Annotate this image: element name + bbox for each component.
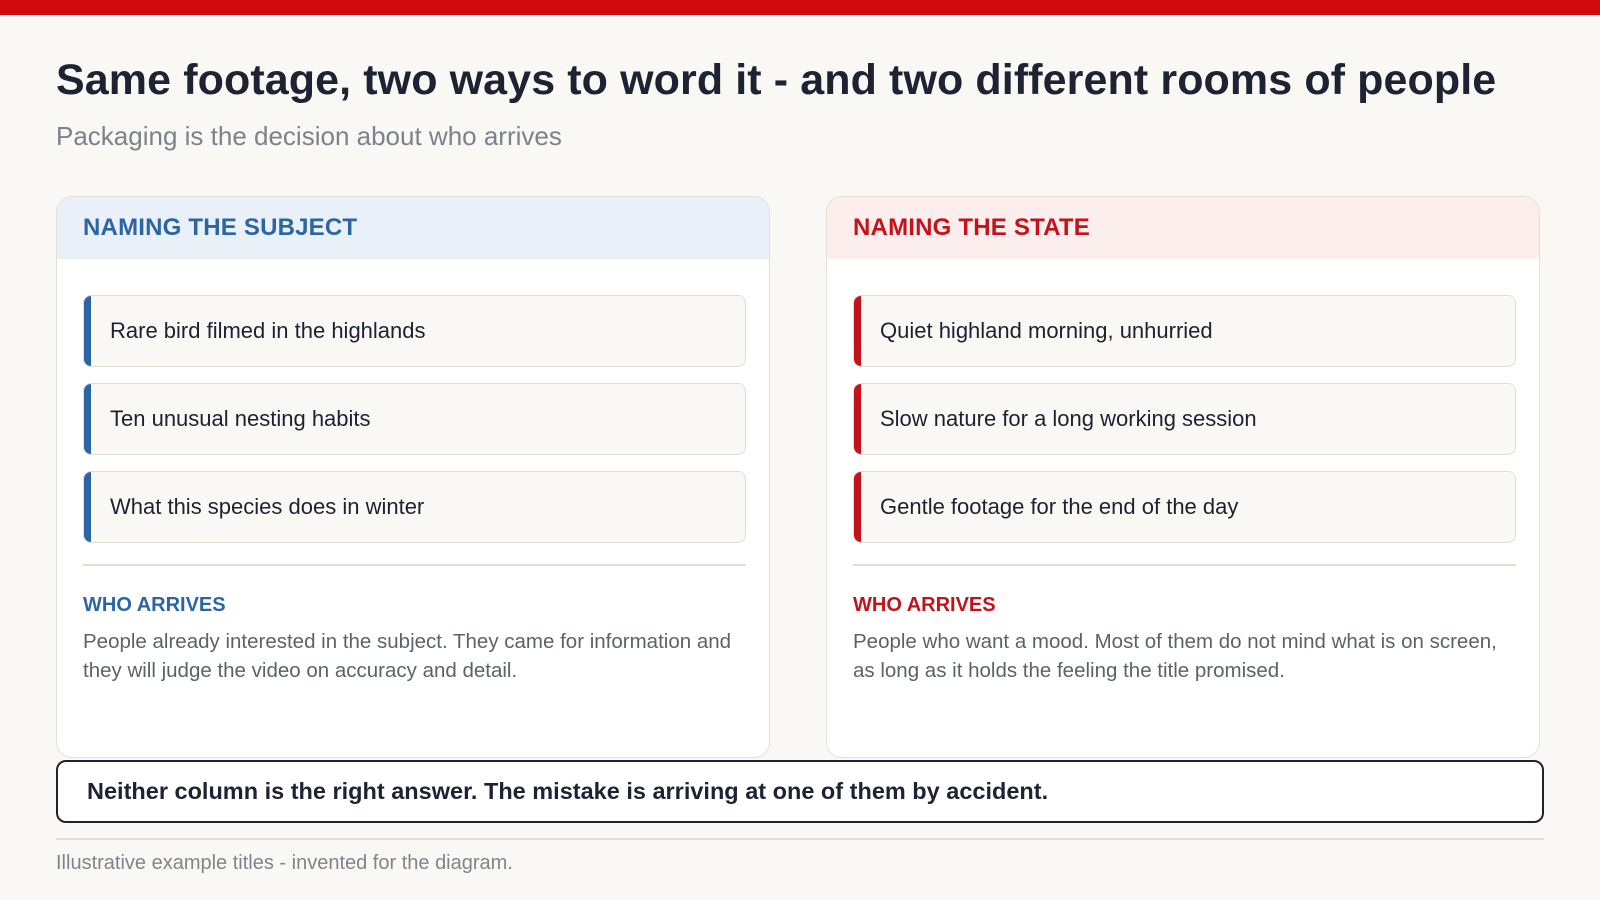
page-subtitle: Packaging is the decision about who arrives	[56, 121, 562, 151]
who-arrives-label: WHO ARRIVES	[83, 594, 226, 616]
state-title-list	[853, 295, 1516, 559]
subject-title-list	[83, 295, 746, 559]
footer-divider	[56, 838, 1544, 840]
top-accent-bar	[0, 0, 1600, 15]
state-column-heading: NAMING THE STATE	[827, 197, 1539, 259]
example-title-item	[853, 471, 1516, 543]
subject-column-card	[56, 196, 770, 758]
conclusion-callout: Neither column is the right answer. The mistake is arriving at one of them by accident.	[56, 760, 1544, 823]
who-arrives-label: WHO ARRIVES	[853, 594, 996, 616]
state-column-card	[826, 196, 1540, 758]
page-title: Same footage, two ways to word it - and two different rooms of people	[56, 56, 1497, 104]
example-title-item	[83, 295, 746, 367]
example-title-text: What this species does in winter	[110, 494, 425, 519]
item-accent-bar	[84, 472, 91, 542]
who-arrives-description: People already interested in the subject. They came for information and they will judge the video on accuracy and detail.	[83, 630, 732, 682]
who-arrives-description: People who want a mood. Most of them do not mind what is on screen, as long as it holds the feeling the title promised.	[853, 630, 1497, 682]
example-title-item	[853, 295, 1516, 367]
item-accent-bar	[854, 296, 861, 366]
example-title-text: Gentle footage for the end of the day	[880, 494, 1239, 519]
example-title-text: Rare bird filmed in the highlands	[110, 318, 426, 343]
item-accent-bar	[84, 296, 91, 366]
subject-column-heading: NAMING THE SUBJECT	[57, 197, 769, 259]
example-title-item	[83, 383, 746, 455]
item-accent-bar	[854, 472, 861, 542]
example-title-item	[83, 471, 746, 543]
example-title-text: Quiet highland morning, unhurried	[880, 318, 1213, 343]
example-title-item	[853, 383, 1516, 455]
column-divider	[853, 564, 1516, 566]
footnote: Illustrative example titles - invented for the diagram.	[56, 852, 513, 874]
column-divider	[83, 564, 746, 566]
example-title-text: Slow nature for a long working session	[880, 406, 1257, 431]
item-accent-bar	[84, 384, 91, 454]
example-title-text: Ten unusual nesting habits	[110, 406, 371, 431]
item-accent-bar	[854, 384, 861, 454]
